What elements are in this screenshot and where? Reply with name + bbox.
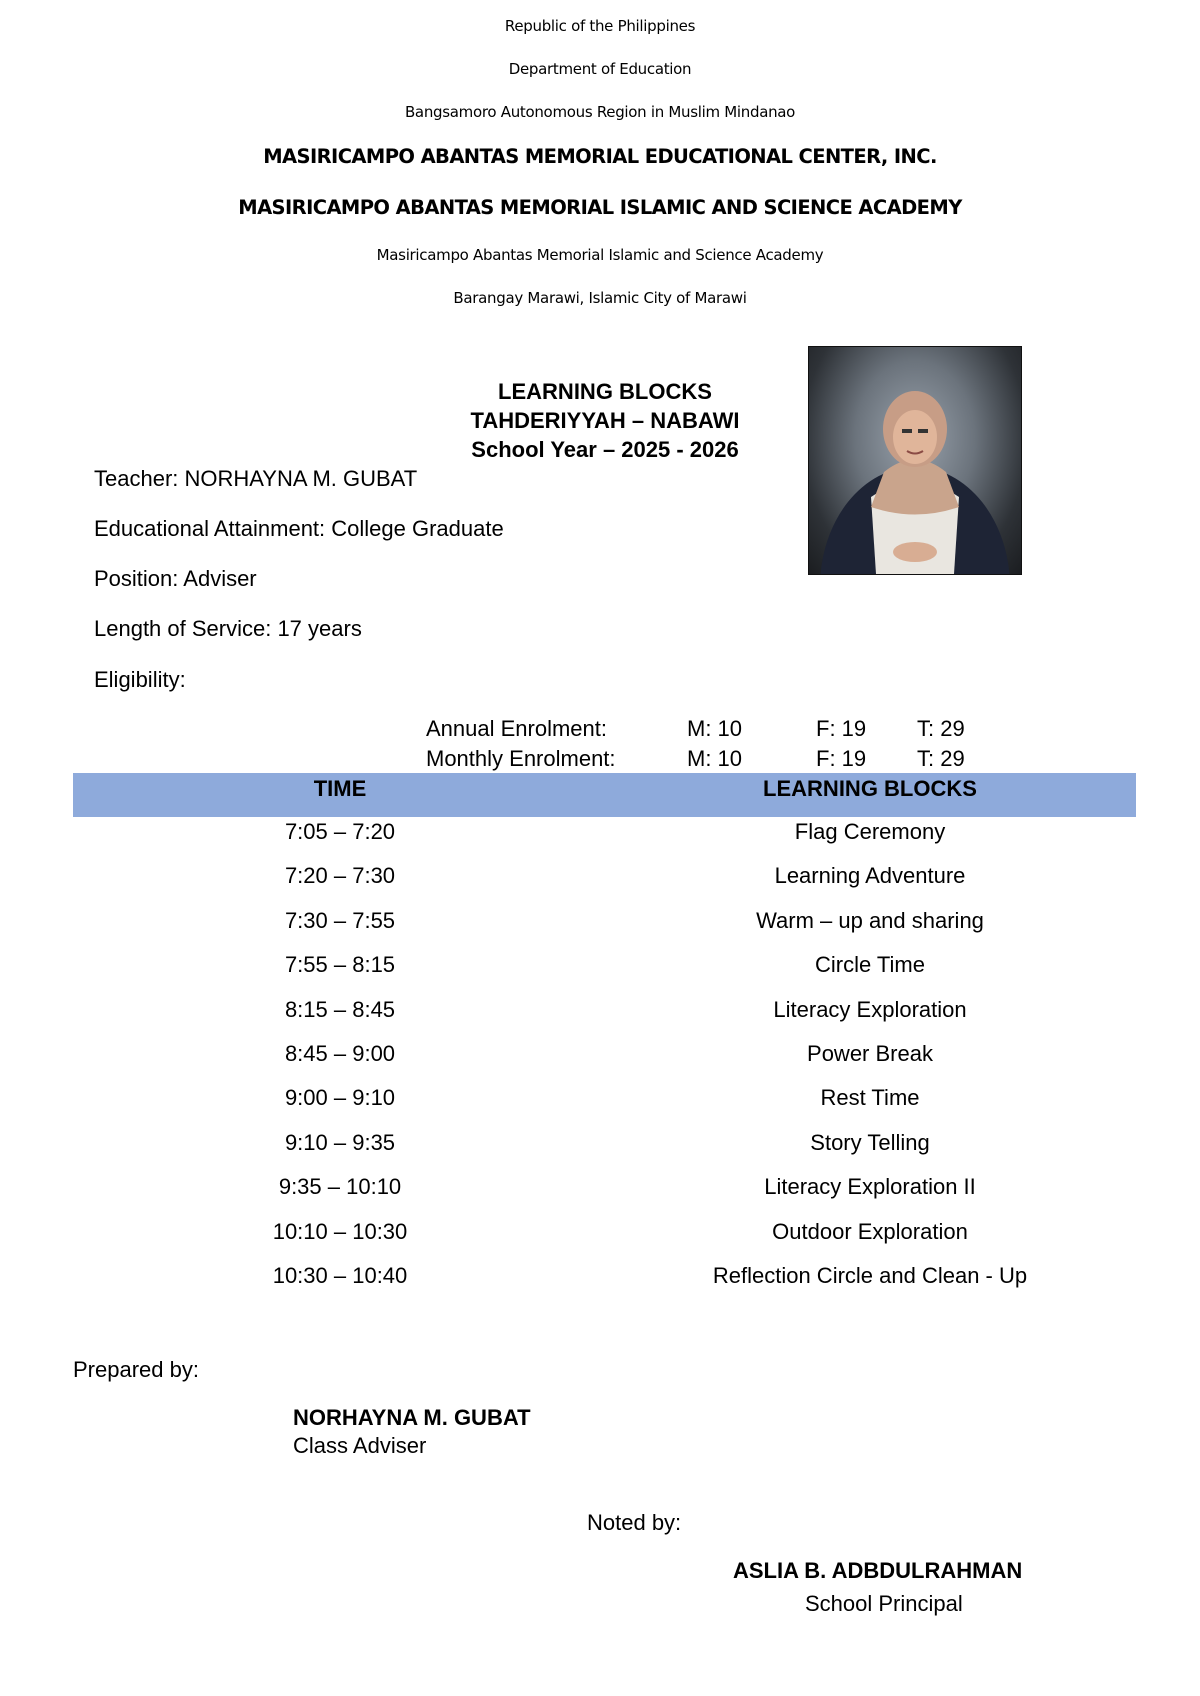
title-line-3: School Year – 2025 - 2026 — [471, 437, 739, 462]
prepared-by-name: NORHAYNA M. GUBAT — [293, 1405, 531, 1430]
schedule-time-cell: 10:30 – 10:40 — [272, 1263, 408, 1288]
column-header-learning-blocks: LEARNING BLOCKS — [763, 776, 977, 801]
title-line-1: LEARNING BLOCKS — [498, 379, 712, 404]
schedule-block-cell: Outdoor Exploration — [772, 1219, 968, 1244]
prepared-by-role: Class Adviser — [293, 1433, 427, 1458]
schedule-time-cell: 8:15 – 8:45 — [284, 997, 396, 1022]
document-title — [455, 377, 755, 464]
schedule-block-cell: Literacy Exploration II — [764, 1174, 976, 1199]
portrait-icon — [809, 347, 1021, 574]
header-school-name: MASIRICAMPO ABANTAS MEMORIAL EDUCATIONAL CENTER, INC. — [263, 145, 937, 168]
schedule-block-cell: Power Break — [807, 1041, 933, 1066]
schedule-time-cell: 9:10 – 9:35 — [284, 1130, 396, 1155]
schedule-time-cell: 9:00 – 9:10 — [284, 1085, 396, 1110]
schedule-block-cell: Story Telling — [810, 1130, 930, 1155]
header-region: Bangsamoro Autonomous Region in Muslim Mindanao — [404, 103, 796, 121]
eligibility: Eligibility: — [94, 667, 186, 692]
schedule-time-cell: 7:20 – 7:30 — [284, 863, 396, 888]
noted-by-label: Noted by: — [587, 1510, 682, 1535]
schedule-block-cell: Circle Time — [814, 952, 925, 977]
schedule-time-cell: 7:05 – 7:20 — [284, 819, 396, 844]
schedule-time-cell: 7:30 – 7:55 — [284, 908, 396, 933]
monthly-enrolment-female: F: 19 — [816, 746, 867, 771]
annual-enrolment-female: F: 19 — [816, 716, 867, 741]
monthly-enrolment-total: T: 29 — [917, 746, 965, 771]
schedule-time-cell: 10:10 – 10:30 — [272, 1219, 408, 1244]
column-header-time: TIME — [313, 776, 367, 801]
schedule-block-cell: Flag Ceremony — [794, 819, 946, 844]
header-academy-subtitle: Masiricampo Abantas Memorial Islamic and Science Academy — [376, 246, 824, 264]
educational-attainment: Educational Attainment: College Graduate — [94, 516, 504, 541]
schedule-time-cell: 7:55 – 8:15 — [284, 952, 396, 977]
annual-enrolment-male: M: 10 — [687, 716, 743, 741]
header-address: Barangay Marawi, Islamic City of Marawi — [453, 289, 747, 307]
schedule-time-cell: 9:35 – 10:10 — [278, 1174, 402, 1199]
schedule-time-cell: 8:45 – 9:00 — [284, 1041, 396, 1066]
header-department: Department of Education — [508, 60, 692, 78]
schedule-block-cell: Warm – up and sharing — [756, 908, 984, 933]
title-line-2: TAHDERIYYAH – NABAWI — [470, 408, 740, 433]
noted-by-name: ASLIA B. ADBDULRAHMAN — [733, 1558, 1023, 1583]
schedule-block-cell: Rest Time — [820, 1085, 920, 1110]
prepared-by-label: Prepared by: — [73, 1357, 199, 1382]
annual-enrolment-total: T: 29 — [917, 716, 965, 741]
teacher-photo — [808, 346, 1022, 575]
schedule-block-cell: Learning Adventure — [774, 863, 966, 888]
annual-enrolment-label: Annual Enrolment: — [426, 716, 607, 741]
teacher-name: Teacher: NORHAYNA M. GUBAT — [94, 466, 418, 491]
header-republic: Republic of the Philippines — [504, 17, 696, 35]
length-of-service: Length of Service: 17 years — [94, 616, 362, 641]
header-academy-name: MASIRICAMPO ABANTAS MEMORIAL ISLAMIC AND SCIENCE ACADEMY — [238, 196, 962, 219]
noted-by-role: School Principal — [805, 1591, 963, 1616]
schedule-block-cell: Reflection Circle and Clean - Up — [712, 1263, 1028, 1288]
monthly-enrolment-male: M: 10 — [687, 746, 743, 771]
monthly-enrolment-label: Monthly Enrolment: — [426, 746, 616, 771]
schedule-block-cell: Literacy Exploration — [773, 997, 967, 1022]
position: Position: Adviser — [94, 566, 257, 591]
